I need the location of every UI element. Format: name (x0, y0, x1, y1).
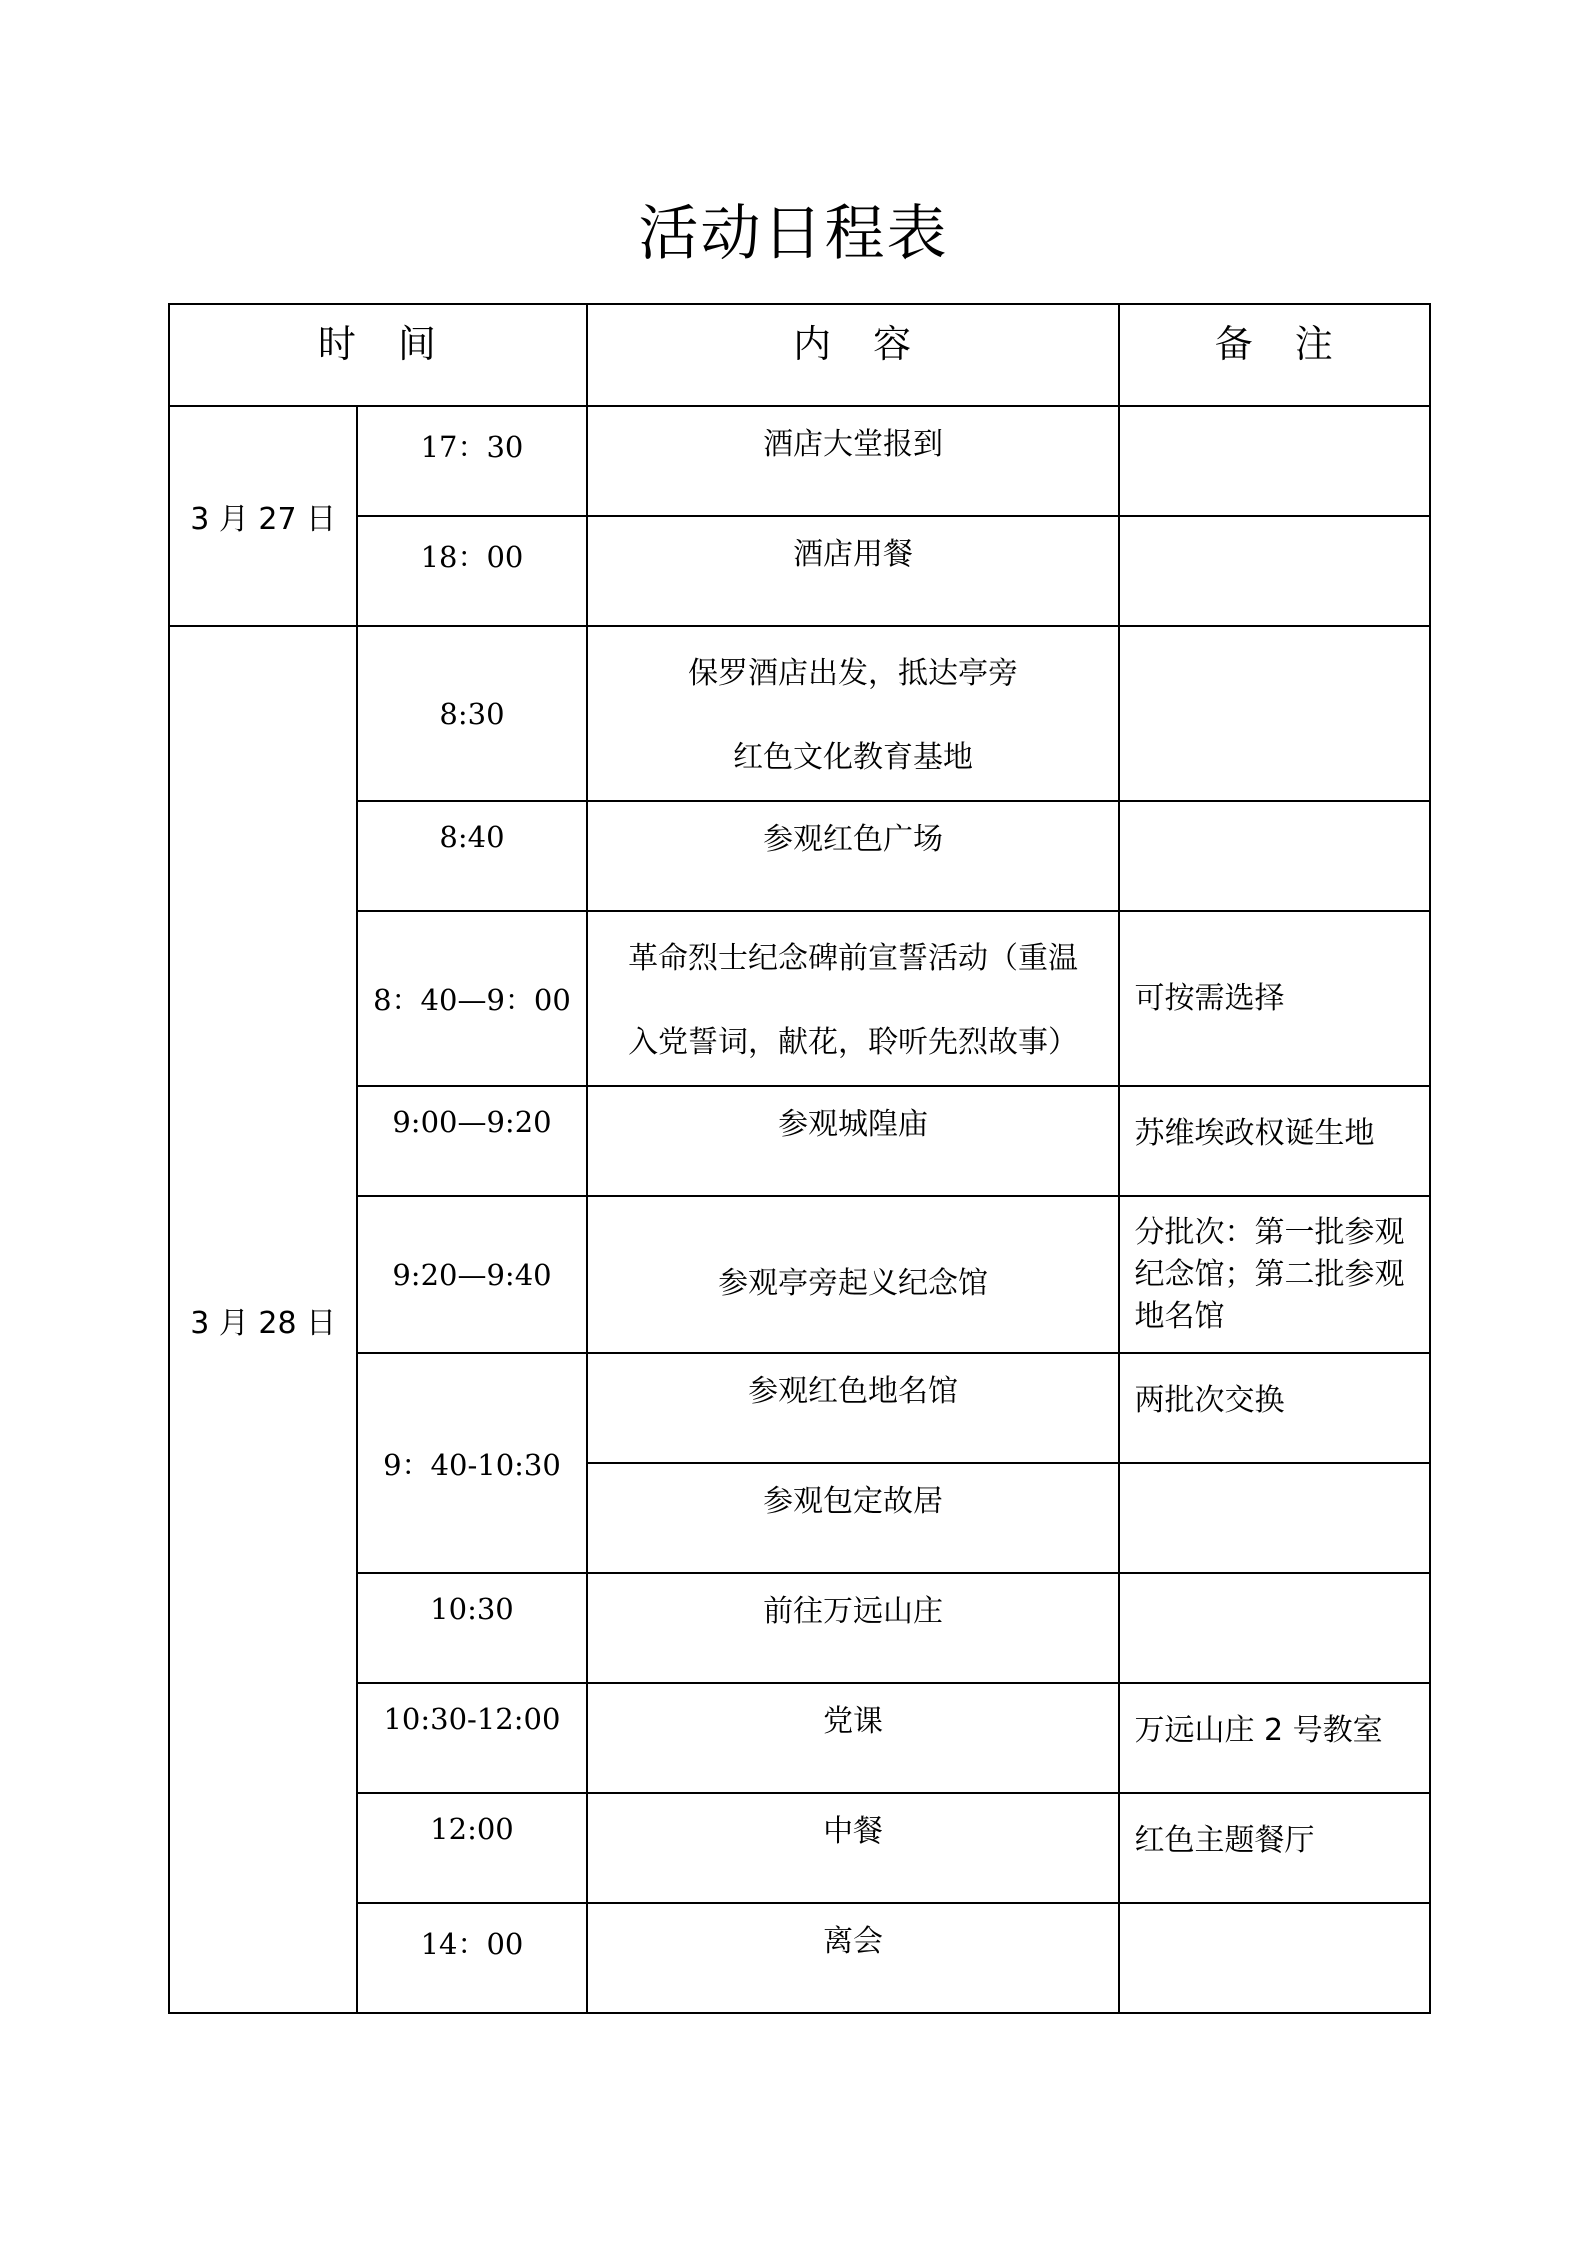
time-cell: 9:20—9:40 (357, 1196, 586, 1353)
note-cell (1119, 626, 1430, 801)
content-cell: 离会 (587, 1903, 1120, 2013)
time-cell: 10:30-12:00 (357, 1683, 586, 1793)
time-cell: 9:00—9:20 (357, 1086, 586, 1196)
note-cell (1119, 801, 1430, 911)
table-row (169, 626, 1430, 801)
note-cell: 分批次：第一批参观纪念馆；第二批参观地名馆 (1119, 1196, 1430, 1353)
time-cell: 10:30 (357, 1573, 586, 1683)
note-cell (1119, 516, 1430, 626)
note-cell: 万远山庄 2 号教室 (1119, 1683, 1430, 1793)
header-content: 内 容 (587, 304, 1120, 406)
time-cell: 8:30 (357, 626, 586, 801)
note-cell: 两批次交换 (1119, 1353, 1430, 1463)
header-row (169, 304, 1430, 406)
content-line: 保罗酒店出发，抵达亭旁 (688, 656, 1019, 691)
table-row (169, 1793, 1430, 1903)
time-cell: 12:00 (357, 1793, 586, 1903)
content-cell: 党课 (587, 1683, 1120, 1793)
time-cell: 18：00 (357, 516, 586, 626)
time-cell: 17：30 (357, 406, 586, 516)
note-cell: 苏维埃政权诞生地 (1119, 1086, 1430, 1196)
content-cell: 参观红色地名馆 (587, 1353, 1120, 1463)
time-cell: 14：00 (357, 1903, 586, 2013)
note-cell (1119, 406, 1430, 516)
content-line: 红色文化教育基地 (733, 740, 974, 775)
header-notes: 备 注 (1119, 304, 1430, 406)
content-cell: 中餐 (587, 1793, 1120, 1903)
table-row (169, 1196, 1430, 1353)
note-cell: 可按需选择 (1119, 911, 1430, 1086)
schedule-table (168, 303, 1431, 2014)
table-row (169, 1353, 1430, 1463)
time-cell: 8：40—9：00 (357, 911, 586, 1086)
content-cell: 酒店用餐 (587, 516, 1120, 626)
content-line: 革命烈士纪念碑前宣誓活动（重温 (628, 941, 1079, 976)
content-cell: 参观红色广场 (587, 801, 1120, 911)
content-cell: 参观亭旁起义纪念馆 (587, 1196, 1120, 1353)
content-cell: 酒店大堂报到 (587, 406, 1120, 516)
table-row (169, 1683, 1430, 1793)
date-cell: 3 月 27 日 (169, 406, 357, 626)
time-cell: 9：40-10:30 (357, 1353, 586, 1573)
table-row (169, 516, 1430, 626)
content-cell: 参观城隍庙 (587, 1086, 1120, 1196)
content-cell: 参观包定故居 (587, 1463, 1120, 1573)
table-row (169, 801, 1430, 911)
date-cell: 3 月 28 日 (169, 626, 357, 2013)
content-cell (587, 626, 1120, 801)
content-line: 入党誓词，献花，聆听先烈故事） (628, 1025, 1079, 1060)
note-cell: 红色主题餐厅 (1119, 1793, 1430, 1903)
content-cell: 前往万远山庄 (587, 1573, 1120, 1683)
note-cell (1119, 1903, 1430, 2013)
time-cell: 8:40 (357, 801, 586, 911)
note-cell (1119, 1573, 1430, 1683)
table-row (169, 1903, 1430, 2013)
table-row (169, 911, 1430, 1086)
header-time: 时 间 (169, 304, 587, 406)
table-row (169, 1573, 1430, 1683)
table-row (169, 406, 1430, 516)
table-row (169, 1086, 1430, 1196)
page-title: 活动日程表 (638, 199, 949, 269)
note-cell (1119, 1463, 1430, 1573)
content-cell (587, 911, 1120, 1086)
